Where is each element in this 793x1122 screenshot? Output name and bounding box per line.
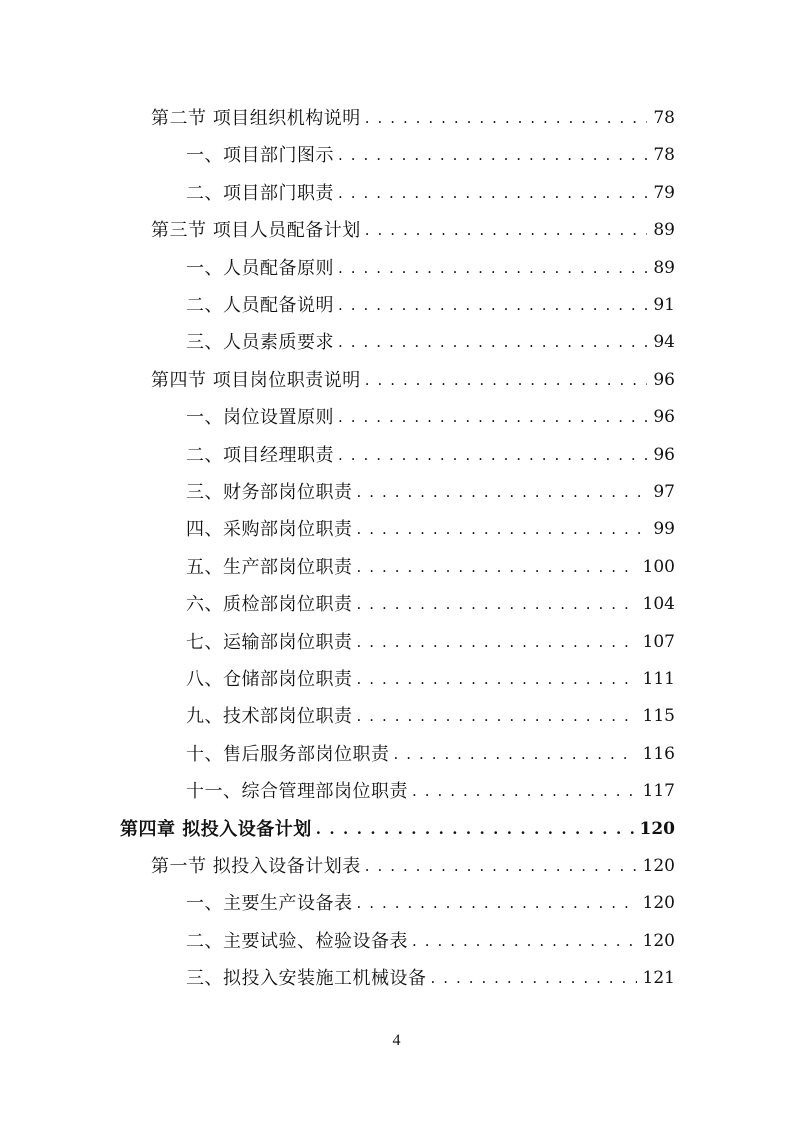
toc-entry-title: 六、质检部岗位职责	[186, 594, 353, 616]
toc-entry-page-number: 94	[653, 332, 675, 353]
toc-dot-leader	[357, 661, 637, 698]
page-number: 4	[392, 1032, 401, 1049]
toc-entry[interactable]	[151, 100, 675, 137]
toc-entry[interactable]	[186, 287, 675, 324]
toc-entry-title: 第三节 项目人员配备计划	[151, 220, 361, 242]
toc-entry[interactable]	[151, 362, 675, 399]
toc-dot-leader	[338, 137, 647, 174]
toc-entry[interactable]	[186, 250, 675, 287]
toc-entry[interactable]	[186, 137, 675, 174]
toc-entry-page-number: 120	[642, 856, 675, 876]
toc-entry-page-number: 78	[653, 145, 675, 166]
toc-entry-page-number: 104	[642, 594, 675, 615]
toc-entry-page-number: 107	[642, 631, 675, 652]
toc-entry-title: 一、主要生产设备表	[186, 893, 353, 915]
toc-dot-leader	[412, 773, 637, 810]
toc-entry[interactable]	[186, 437, 675, 474]
toc-entry[interactable]	[186, 923, 675, 960]
toc-dot-leader	[365, 100, 648, 137]
toc-entry-page-number: 115	[642, 706, 675, 727]
toc-dot-leader	[394, 736, 637, 773]
toc-entry-title: 第四章 拟投入设备计划	[120, 818, 312, 840]
toc-entry[interactable]	[186, 624, 675, 661]
toc-entry-title: 第四节 项目岗位职责说明	[151, 369, 361, 391]
toc-entry[interactable]	[186, 661, 675, 698]
toc-entry-title: 八、仓储部岗位职责	[186, 669, 353, 690]
toc-dot-leader	[338, 324, 647, 361]
toc-entry[interactable]	[120, 811, 675, 848]
toc-entry-title: 三、拟投入安装施工机械设备	[186, 968, 427, 990]
toc-entry-page-number: 91	[653, 295, 675, 315]
toc-entry-title: 一、项目部门图示	[186, 145, 334, 167]
toc-entry[interactable]	[186, 549, 675, 586]
toc-entry-page-number: 89	[653, 257, 675, 278]
toc-entry[interactable]	[186, 474, 675, 511]
toc-dot-leader	[338, 175, 647, 212]
toc-entry-title: 一、岗位设置原则	[186, 407, 334, 429]
toc-entry-title: 第二节 项目组织机构说明	[151, 108, 361, 129]
toc-entry[interactable]	[186, 885, 675, 922]
toc-entry-title: 三、财务部岗位职责	[186, 482, 353, 503]
toc-entry-page-number: 96	[653, 444, 675, 465]
toc-entry[interactable]	[186, 586, 675, 623]
toc-dot-leader	[357, 885, 637, 922]
toc-entry[interactable]	[186, 399, 675, 436]
toc-dot-leader	[338, 287, 647, 324]
toc-entry[interactable]	[186, 324, 675, 361]
toc-entry-title: 十一、综合管理部岗位职责	[186, 781, 408, 803]
toc-entry-title: 五、生产部岗位职责	[186, 556, 353, 578]
toc-entry-title: 第一节 拟投入设备计划表	[151, 856, 361, 877]
toc-entry-page-number: 96	[653, 407, 675, 428]
toc-dot-leader	[365, 362, 648, 399]
toc-entry-title: 二、项目经理职责	[186, 444, 334, 466]
toc-entry-title: 三、人员素质要求	[186, 332, 334, 354]
toc-entry[interactable]	[186, 511, 675, 548]
toc-entry[interactable]	[186, 960, 675, 997]
toc-dot-leader	[357, 624, 637, 661]
toc-entry[interactable]	[186, 736, 675, 773]
toc-entry-page-number: 96	[653, 369, 675, 390]
toc-dot-leader	[357, 511, 648, 548]
toc-entry-page-number: 120	[639, 818, 675, 839]
toc-dot-leader	[316, 811, 634, 848]
toc-dot-leader	[357, 586, 637, 623]
toc-entry-title: 七、运输部岗位职责	[186, 631, 353, 653]
toc-entry-title: 十、售后服务部岗位职责	[186, 743, 390, 765]
toc-dot-leader	[338, 437, 647, 474]
toc-entry-page-number: 116	[642, 743, 675, 764]
toc-dot-leader	[357, 549, 637, 586]
toc-dot-leader	[412, 923, 637, 960]
toc-entry[interactable]	[186, 698, 675, 735]
toc-entry-page-number: 100	[642, 556, 675, 577]
toc-entry-page-number: 117	[642, 781, 675, 802]
toc-entry-title: 四、采购部岗位职责	[186, 519, 353, 541]
toc-dot-leader	[338, 250, 647, 287]
toc-dot-leader	[357, 474, 648, 511]
toc-entry-title: 一、人员配备原则	[186, 257, 334, 279]
toc-entry[interactable]	[186, 773, 675, 810]
toc-entry-page-number: 99	[653, 519, 675, 540]
toc-dot-leader	[338, 399, 647, 436]
toc-dot-leader	[431, 960, 637, 997]
toc-entry-page-number: 97	[653, 482, 675, 502]
toc-entry-title: 二、项目部门职责	[186, 182, 334, 204]
toc-entry[interactable]	[186, 175, 675, 212]
toc-entry-page-number: 121	[642, 968, 675, 989]
toc-entry-page-number: 120	[642, 930, 675, 951]
toc-dot-leader	[357, 698, 637, 735]
toc-dot-leader	[365, 848, 637, 885]
toc-entry-page-number: 78	[653, 108, 675, 128]
toc-entry-title: 二、人员配备说明	[186, 295, 334, 316]
toc-entry-page-number: 79	[653, 182, 675, 203]
toc-entry-title: 九、技术部岗位职责	[186, 706, 353, 728]
toc-entry-page-number: 111	[642, 669, 675, 689]
toc-entry-page-number: 120	[642, 893, 675, 914]
toc-entry-title: 二、主要试验、检验设备表	[186, 930, 408, 952]
toc-entry[interactable]	[151, 848, 675, 885]
toc-entry-page-number: 89	[653, 220, 675, 241]
toc-dot-leader	[365, 212, 648, 249]
toc-entry[interactable]	[151, 212, 675, 249]
